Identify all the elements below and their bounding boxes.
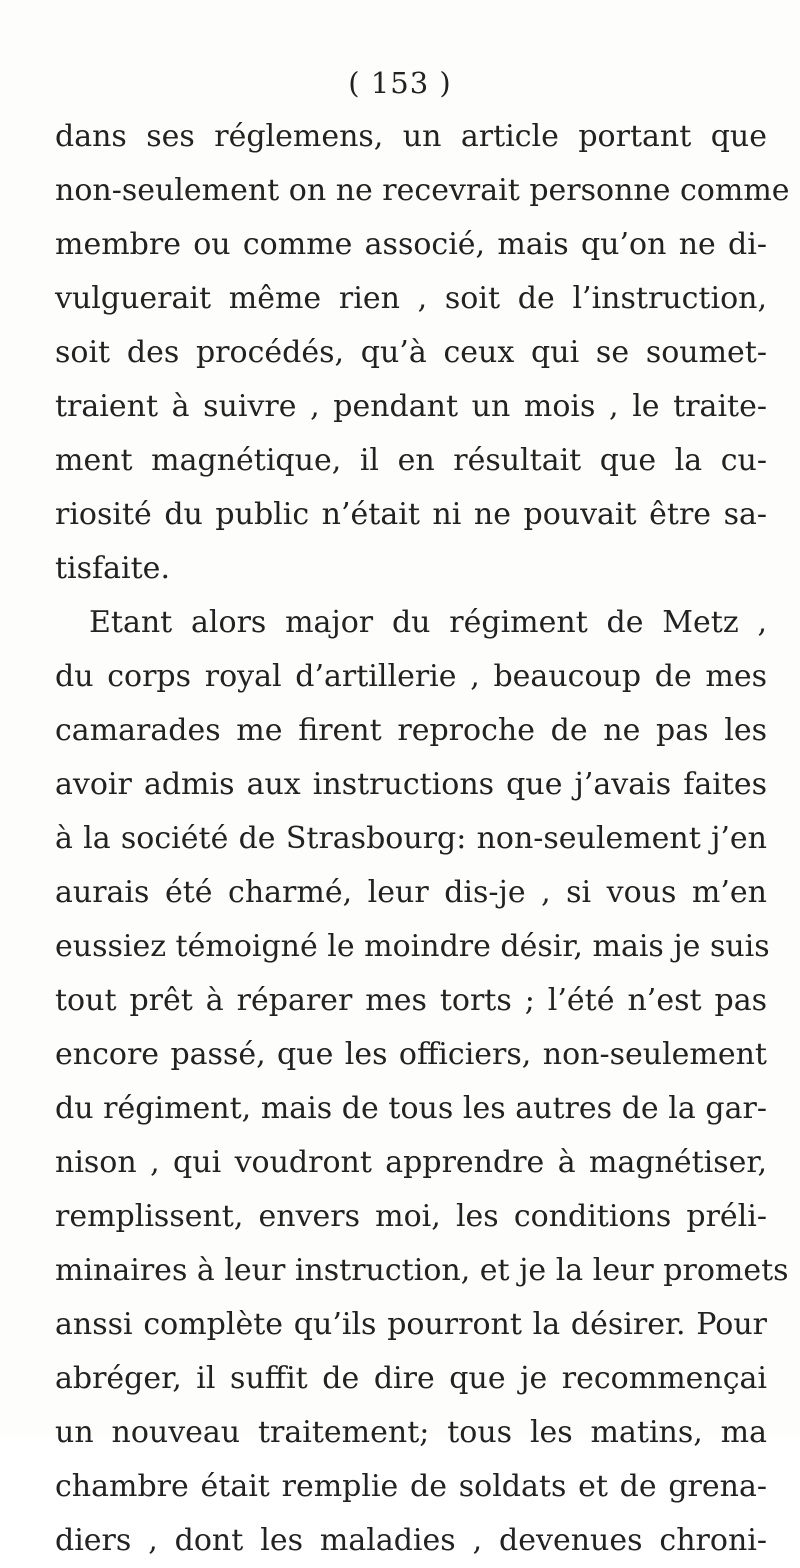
paragraph-first-line: Etant alors major du régiment de Metz ,: [89, 605, 767, 640]
text-line: camarades me firent reproche de ne pas les: [55, 713, 767, 748]
text-line: encore passé, que les officiers, non-seulement: [55, 1037, 767, 1072]
text-line: eussiez témoigné le moindre désir, mais je suis: [55, 929, 770, 964]
text-line: du corps royal d’artillerie , beaucoup de mes: [55, 659, 767, 694]
text-line: aurais été charmé, leur dis-je , si vous m’en: [55, 875, 767, 910]
text-line: un nouveau traitement; tous les matins, ma: [55, 1415, 767, 1450]
text-line: non-seulement on ne recevrait personne comme: [55, 173, 790, 208]
text-line: membre ou comme associé, mais qu’on ne di-: [55, 227, 767, 262]
text-line: riosité du public n’était ni ne pouvait être sa-: [55, 497, 767, 532]
text-line: du régiment, mais de tous les autres de la gar-: [55, 1091, 767, 1126]
text-line: vulguerait même rien , soit de l’instruction,: [55, 281, 767, 316]
text-line: soit des procédés, qu’à ceux qui se soumet-: [55, 335, 767, 370]
page-number: ( 153 ): [348, 66, 452, 100]
text-line: anssi complète qu’ils pourront la désirer. Pour: [55, 1307, 767, 1342]
text-line: avoir admis aux instructions que j’avais faites: [55, 767, 767, 802]
text-line: remplissent, envers moi, les conditions préli-: [55, 1199, 767, 1234]
text-line: chambre était remplie de soldats et de grena-: [55, 1469, 767, 1504]
text-line: tout prêt à réparer mes torts ; l’été n’est pas: [55, 983, 767, 1018]
text-line: nison , qui voudront apprendre à magnétiser,: [55, 1145, 767, 1180]
text-line: ment magnétique, il en résultait que la cu-: [55, 443, 767, 478]
paragraph-end-line: tisfaite.: [55, 551, 170, 586]
text-line: abréger, il suffit de dire que je recommençai: [55, 1361, 767, 1396]
text-line: traient à suivre , pendant un mois , le traite-: [55, 389, 767, 424]
body-text: [55, 110, 790, 1568]
text-line: minaires à leur instruction, et je la leur promets: [55, 1253, 789, 1288]
text-line: dans ses réglemens, un article portant que: [55, 119, 767, 154]
text-line: diers , dont les maladies , devenues chroni-: [55, 1523, 767, 1558]
text-line: à la société de Strasbourg: non-seulement j’en: [55, 821, 767, 856]
